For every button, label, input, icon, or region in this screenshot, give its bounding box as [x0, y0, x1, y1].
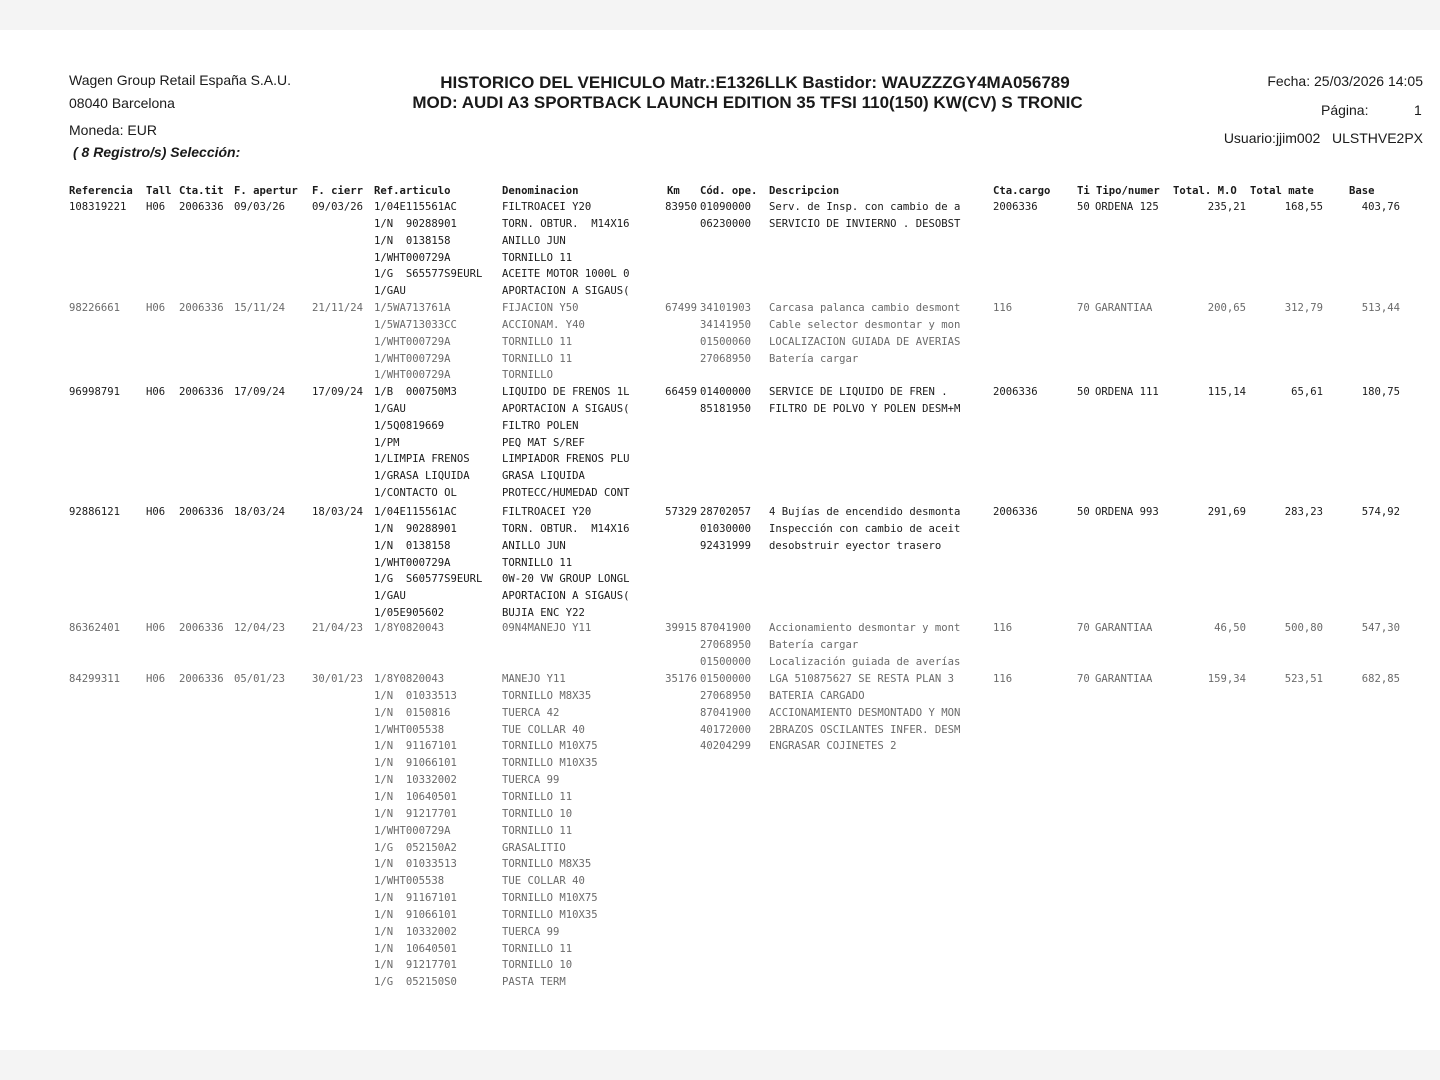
column-header: Total mate [1250, 185, 1314, 197]
order-type-number: ORDENA 993 [1095, 506, 1159, 518]
column-header: Ref.articulo [374, 185, 451, 197]
vehicle-model: MOD: AUDI A3 SPORTBACK LAUNCH EDITION 35 TFSI 110(150) KW(CV) S TRONIC [412, 93, 1083, 112]
part-reference: 1/N 0138158 [374, 234, 451, 247]
part-reference: 1/N 01033513 [374, 858, 457, 871]
part-reference: 1/N 10332002 [374, 925, 457, 938]
total-labour: 235,21 [1207, 201, 1246, 213]
part-reference: 1/WHT000729A [374, 251, 451, 264]
part-description: TORNILLO M10X35 [502, 757, 598, 770]
operation-code: 28702057 [700, 506, 752, 518]
holder-account: 2006336 [179, 622, 224, 634]
operation-code: 01400000 [700, 386, 752, 398]
part-reference: 1/WHT000729A [374, 352, 451, 365]
part-reference: 1/04E115561AC [374, 506, 457, 518]
total-labour: 46,50 [1214, 622, 1246, 634]
part-description: TUERCA 99 [502, 925, 560, 938]
part-reference: 1/05E905602 [374, 607, 445, 620]
part-description: MANEJO Y11 [502, 673, 566, 685]
part-description: TORNILLO 11 [502, 942, 573, 955]
operation-description: Batería cargar [769, 352, 859, 365]
operation-code: 01500000 [700, 673, 752, 685]
part-description: TORNILLO M10X75 [502, 740, 598, 753]
operation-code: 01500060 [700, 335, 752, 348]
opening-date: 17/09/24 [234, 386, 286, 398]
company-name: Wagen Group Retail España S.A.U. [69, 72, 292, 88]
column-header: F. apertur [234, 185, 298, 197]
company-city: 08040 Barcelona [69, 95, 175, 111]
operation-code: 87041900 [700, 706, 752, 719]
operation-description: 4 Bujías de encendido desmonta [769, 506, 961, 518]
part-reference: 1/WHT000729A [374, 824, 451, 837]
order-type-number: ORDENA 111 [1095, 386, 1159, 398]
part-description: APORTACION A SIGAUS( [502, 285, 630, 298]
charge-account: 116 [993, 622, 1013, 634]
part-reference: 1/N 90288901 [374, 522, 457, 535]
part-description: TORNILLO 11 [502, 556, 573, 569]
charge-account: 2006336 [993, 386, 1038, 398]
part-reference: 1/G S60577S9EURL [374, 573, 483, 586]
workshop-code: H06 [146, 622, 166, 634]
operation-description: Serv. de Insp. con cambio de a [769, 201, 961, 213]
part-description: LIQUIDO DE FRENOS 1L [502, 386, 630, 398]
part-reference: 1/LIMPIA FRENOS [374, 453, 470, 466]
operation-code: 01500000 [700, 655, 752, 668]
workshop-code: H06 [146, 386, 166, 398]
column-header: Cta.tit [179, 185, 224, 197]
part-description: TORNILLO 11 [502, 790, 573, 803]
opening-date: 05/01/23 [234, 673, 286, 685]
closing-date: 21/11/24 [312, 302, 364, 314]
operation-description: Inspección con cambio de aceit [769, 522, 961, 535]
charge-account: 2006336 [993, 201, 1038, 213]
part-description: TORNILLO 11 [502, 824, 573, 837]
part-description: FILTROACEI Y20 [502, 506, 592, 518]
report-title: HISTORICO DEL VEHICULO Matr.:E1326LLK Bastidor: WAUZZZGY4MA056789 [440, 73, 1070, 92]
operation-description: LGA 510875627 SE RESTA PLAN 3 [769, 673, 954, 685]
operation-description: desobstruir eyector trasero [769, 539, 942, 552]
operation-description: Carcasa palanca cambio desmont [769, 302, 961, 314]
operation-description: SERVICIO DE INVIERNO . DESOBST [769, 217, 961, 230]
operation-code: 34101903 [700, 302, 752, 314]
currency-label: Moneda: EUR [69, 122, 157, 138]
workshop-code: H06 [146, 673, 166, 685]
closing-date: 09/03/26 [312, 201, 364, 213]
order-type-number: GARANTIAA [1095, 622, 1153, 634]
opening-date: 12/04/23 [234, 622, 286, 634]
part-reference: 1/N 10640501 [374, 790, 457, 803]
workshop-code: H06 [146, 302, 166, 314]
base-amount: 574,92 [1361, 506, 1400, 518]
total-material: 168,55 [1284, 201, 1323, 213]
part-reference: 1/N 10332002 [374, 774, 457, 787]
total-labour: 291,69 [1207, 506, 1246, 518]
operation-description: Localización guiada de averías [769, 655, 961, 668]
total-material: 312,79 [1284, 302, 1323, 314]
part-reference: 1/GRASA LIQUIDA [374, 470, 470, 483]
holder-account: 2006336 [179, 302, 224, 314]
part-description: TORNILLO 11 [502, 352, 573, 365]
closing-date: 18/03/24 [312, 506, 364, 518]
operation-description: FILTRO DE POLVO Y POLEN DESM+M [769, 402, 961, 415]
part-description: PASTA TERM [502, 976, 566, 989]
part-reference: 1/N 0150816 [374, 706, 451, 719]
closing-date: 17/09/24 [312, 386, 364, 398]
order-type-number: ORDENA 125 [1095, 201, 1159, 213]
part-description: TORNILLO M8X35 [502, 858, 592, 871]
part-description: ANILLO JUN [502, 234, 566, 247]
workshop-code: H06 [146, 201, 166, 213]
part-description: TUERCA 99 [502, 774, 560, 787]
part-description: TORN. OBTUR. M14X16 [502, 522, 630, 535]
part-description: ACCIONAM. Y40 [502, 318, 585, 331]
operation-description: 2BRAZOS OSCILANTES INFER. DESM [769, 723, 961, 736]
part-description: TUE COLLAR 40 [502, 723, 585, 736]
column-header: Km [667, 185, 680, 197]
part-reference: 1/N 91066101 [374, 757, 457, 770]
order-type-number: GARANTIAA [1095, 673, 1153, 685]
part-reference: 1/N 91167101 [374, 892, 457, 905]
base-amount: 547,30 [1361, 622, 1400, 634]
part-description: BUJIA ENC Y22 [502, 607, 585, 620]
total-labour: 159,34 [1207, 673, 1246, 685]
operation-code: 01090000 [700, 201, 752, 213]
column-header: Cta.cargo [993, 185, 1051, 197]
mileage: 35176 [665, 673, 697, 685]
part-reference: 1/G 052150A2 [374, 841, 457, 854]
part-description: ACEITE MOTOR 1000L 0 [502, 268, 630, 281]
column-header: Cód. ope. [700, 185, 758, 197]
order-type-code: 50 [1077, 506, 1090, 518]
closing-date: 30/01/23 [312, 673, 364, 685]
part-reference: 1/5Q0819669 [374, 419, 445, 432]
part-description: TORN. OBTUR. M14X16 [502, 217, 630, 230]
records-selection: ( 8 Registro/s) Selección: [73, 144, 241, 160]
part-description: TORNILLO 11 [502, 335, 573, 348]
part-reference: 1/N 91066101 [374, 908, 457, 921]
operation-description: ACCIONAMIENTO DESMONTADO Y MON [769, 706, 961, 719]
base-amount: 682,85 [1361, 673, 1400, 685]
operation-description: SERVICE DE LIQUIDO DE FREN . [769, 386, 948, 398]
report-date: Fecha: 25/03/2026 14:05 [1267, 73, 1423, 89]
part-reference: 1/GAU [374, 590, 406, 603]
operation-code: 40172000 [700, 723, 752, 736]
part-reference: 1/G S65577S9EURL [374, 268, 483, 281]
part-reference: 1/CONTACTO OL [374, 487, 457, 500]
base-amount: 180,75 [1361, 386, 1400, 398]
column-header: Ti [1077, 185, 1090, 197]
page-number: 1 [1414, 102, 1422, 118]
part-description: PEQ MAT S/REF [502, 436, 585, 449]
part-reference: 1/G 052150S0 [374, 976, 457, 989]
column-header: Descripcion [769, 185, 840, 197]
total-material: 283,23 [1284, 506, 1323, 518]
part-reference: 1/WHT005538 [374, 875, 445, 888]
part-reference: 1/04E115561AC [374, 201, 457, 213]
part-description: TORNILLO 11 [502, 251, 573, 264]
part-reference: 1/N 91217701 [374, 807, 457, 820]
operation-code: 27068950 [700, 352, 752, 365]
operation-description: Cable selector desmontar y mon [769, 318, 961, 331]
operation-description: LOCALIZACION GUIADA DE AVERIAS [769, 335, 961, 348]
part-description: TUERCA 42 [502, 706, 560, 719]
order-reference: 86362401 [69, 622, 121, 634]
part-description: FILTROACEI Y20 [502, 201, 592, 213]
part-description: FIJACION Y50 [502, 302, 579, 314]
part-reference: 1/5WA713761A [374, 302, 451, 314]
order-type-code: 50 [1077, 201, 1090, 213]
column-header: Total. M.O [1173, 185, 1237, 197]
column-header: F. cierr [312, 185, 364, 197]
column-header: Tipo/numer [1096, 185, 1160, 197]
holder-account: 2006336 [179, 673, 224, 685]
operation-code: 27068950 [700, 689, 752, 702]
part-reference: 1/WHT005538 [374, 723, 445, 736]
part-description: 0W-20 VW GROUP LONGL [502, 573, 630, 586]
total-material: 65,61 [1291, 386, 1323, 398]
column-header: Tall [146, 185, 172, 197]
part-description: APORTACION A SIGAUS( [502, 402, 630, 415]
part-description: TORNILLO 10 [502, 807, 573, 820]
part-reference: 1/N 91167101 [374, 740, 457, 753]
column-header: Denominacion [502, 185, 579, 197]
part-description: PROTECC/HUMEDAD CONT [502, 487, 630, 500]
charge-account: 116 [993, 673, 1013, 685]
operation-code: 06230000 [700, 217, 752, 230]
total-material: 523,51 [1284, 673, 1323, 685]
holder-account: 2006336 [179, 201, 224, 213]
order-reference: 96998791 [69, 386, 121, 398]
part-description: ANILLO JUN [502, 539, 566, 552]
part-description: TORNILLO M10X35 [502, 908, 598, 921]
charge-account: 116 [993, 302, 1013, 314]
part-description: GRASA LIQUIDA [502, 470, 585, 483]
part-reference: 1/8Y0820043 [374, 622, 445, 634]
mileage: 83950 [665, 201, 697, 213]
operation-code: 40204299 [700, 740, 752, 753]
part-description: APORTACION A SIGAUS( [502, 590, 630, 603]
part-reference: 1/WHT000729A [374, 556, 451, 569]
part-reference: 1/N 0138158 [374, 539, 451, 552]
part-reference: 1/N 10640501 [374, 942, 457, 955]
part-description: 09N4MANEJO Y11 [502, 622, 592, 634]
user-info: Usuario:jjim002 ULSTHVE2PX [1223, 130, 1423, 146]
part-reference: 1/GAU [374, 402, 406, 415]
part-description: TORNILLO M10X75 [502, 892, 598, 905]
part-description: TUE COLLAR 40 [502, 875, 585, 888]
part-reference: 1/GAU [374, 285, 406, 298]
base-amount: 403,76 [1361, 201, 1400, 213]
operation-description: ENGRASAR COJINETES 2 [769, 740, 897, 753]
total-material: 500,80 [1284, 622, 1323, 634]
opening-date: 09/03/26 [234, 201, 286, 213]
order-reference: 108319221 [69, 201, 127, 213]
order-reference: 84299311 [69, 673, 121, 685]
total-labour: 115,14 [1207, 386, 1246, 398]
mileage: 66459 [665, 386, 697, 398]
part-reference: 1/5WA713033CC [374, 318, 457, 331]
workshop-code: H06 [146, 506, 166, 518]
order-type-code: 70 [1077, 673, 1090, 685]
part-description: TORNILLO [502, 369, 554, 382]
operation-code: 87041900 [700, 622, 752, 634]
part-reference: 1/8Y0820043 [374, 673, 445, 685]
order-type-code: 50 [1077, 386, 1090, 398]
order-type-code: 70 [1077, 302, 1090, 314]
part-reference: 1/B 000750M3 [374, 386, 457, 398]
operation-code: 92431999 [700, 539, 752, 552]
mileage: 67499 [665, 302, 697, 314]
closing-date: 21/04/23 [312, 622, 364, 634]
operation-code: 27068950 [700, 638, 752, 651]
order-type-number: GARANTIAA [1095, 302, 1153, 314]
opening-date: 15/11/24 [234, 302, 286, 314]
mileage: 39915 [665, 622, 697, 634]
part-description: TORNILLO 10 [502, 959, 573, 972]
operation-description: Batería cargar [769, 638, 859, 651]
base-amount: 513,44 [1361, 302, 1400, 314]
part-reference: 1/WHT000729A [374, 335, 451, 348]
operation-description: Accionamiento desmontar y mont [769, 622, 961, 634]
part-description: TORNILLO M8X35 [502, 689, 592, 702]
part-reference: 1/PM [374, 436, 400, 449]
holder-account: 2006336 [179, 506, 224, 518]
column-header: Referencia [69, 185, 133, 197]
part-reference: 1/N 90288901 [374, 217, 457, 230]
total-labour: 200,65 [1207, 302, 1246, 314]
holder-account: 2006336 [179, 386, 224, 398]
order-type-code: 70 [1077, 622, 1090, 634]
report-sheet [0, 30, 1440, 1050]
column-header: Base [1349, 185, 1375, 197]
part-description: FILTRO POLEN [502, 419, 579, 432]
mileage: 57329 [665, 506, 697, 518]
opening-date: 18/03/24 [234, 506, 286, 518]
operation-code: 85181950 [700, 402, 752, 415]
part-reference: 1/N 91217701 [374, 959, 457, 972]
part-reference: 1/WHT000729A [374, 369, 451, 382]
charge-account: 2006336 [993, 506, 1038, 518]
page-label: Página: [1321, 102, 1369, 118]
part-description: GRASALITIO [502, 841, 566, 854]
operation-code: 34141950 [700, 318, 752, 331]
operation-code: 01030000 [700, 522, 752, 535]
operation-description: BATERIA CARGADO [769, 689, 865, 702]
order-reference: 92886121 [69, 506, 121, 518]
part-reference: 1/N 01033513 [374, 689, 457, 702]
part-description: LIMPIADOR FRENOS PLU [502, 453, 630, 466]
order-reference: 98226661 [69, 302, 121, 314]
